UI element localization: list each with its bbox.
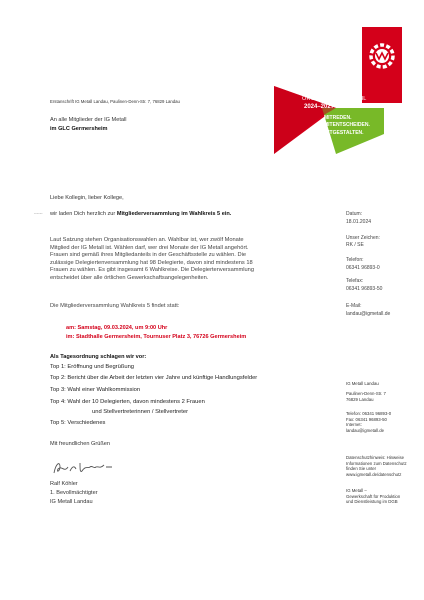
notice-line: finden Sie unter	[346, 466, 377, 472]
gear-logo-icon	[366, 41, 398, 71]
footer-line: Gewerkschaft für Produktion	[346, 493, 401, 499]
para1-line: zulässige Delegiertenversammlung hat 98 Delegierte, davon sind mindestens 18	[50, 259, 253, 266]
salutation: Liebe Kollegin, lieber Kollege,	[50, 195, 124, 201]
email-value: landau@igmetall.de	[346, 311, 391, 317]
closing: Mit freundlichen Grüßen	[50, 441, 111, 447]
slogan-2: MITENTSCHEIDEN.	[324, 122, 370, 129]
organisationswahl-banner	[274, 86, 384, 154]
signer-title: 1. Bevollmächtigter	[50, 490, 98, 496]
sidebar-contact	[346, 411, 391, 433]
intro-line	[50, 211, 231, 218]
signature	[50, 457, 120, 484]
agenda-text: Bericht über die Arbeit der letzten vier Jahre und künftige Handlungsfelder	[67, 375, 258, 381]
signer-org: IG Metall Landau	[50, 499, 93, 505]
paragraph-1	[50, 237, 280, 283]
fax-value: 06341 96893-50	[346, 286, 383, 292]
agenda-label: Top 3:	[50, 387, 66, 393]
sender-line: Erstanschrift IG Metall Landau, Paulinen-Denn-Str. 7, 76829 Landau	[50, 99, 180, 104]
agenda-item	[50, 387, 140, 395]
fold-mark: ------	[34, 211, 43, 216]
banner-slogan	[324, 115, 370, 137]
agenda-label: Top 1:	[50, 364, 66, 370]
agenda-item	[50, 420, 105, 428]
para1-line: entscheidet über alle örtlichen Gewerkschaftsangelegenheiten.	[50, 274, 209, 281]
notice-line: www.igmetall.de/datenschutz	[346, 471, 402, 477]
date-label: Datum:	[346, 211, 363, 217]
phone-label: Telefon:	[346, 257, 364, 263]
sidebar-address	[346, 391, 386, 402]
sidebar-footer	[346, 488, 400, 505]
signature-scribble-icon	[50, 457, 120, 479]
agenda-continuation: und Stellvertreterinnen / Stellvertreter	[92, 409, 189, 415]
para1-line: Frauen sind gemäß ihres Mitgliedanteils in der Geschäftsstelle zu wählen. Die	[50, 252, 246, 259]
sidebar-org: IG Metall Landau	[346, 381, 379, 386]
date-value: 18.01.2024	[346, 219, 372, 225]
intro-bold: Mitgliederversammlung im Wahlkreis 5 ein.	[116, 211, 232, 217]
contact-line: landau@igmetall.de	[346, 427, 385, 433]
agenda-label: Top 5:	[50, 420, 66, 426]
agenda-label: Top 2:	[50, 375, 66, 381]
address-line: 76829 Landau	[346, 396, 374, 402]
notice-line: Datenschutzhinweis: Hinweise	[346, 455, 405, 460]
agenda-label: Top 4:	[50, 399, 66, 405]
sidebar-notice	[346, 455, 407, 477]
footer-line: IG Metall –	[346, 488, 367, 493]
agenda-text: Eröffnung und Begrüßung	[67, 364, 135, 370]
agenda-text: Verschiedenes	[67, 420, 106, 426]
intro-plain: wir laden Dich herzlich zur	[50, 211, 117, 217]
agenda-text: Wahl der 10 Delegierten, davon mindestens 2 Frauen	[67, 399, 205, 405]
banner-title: ORGANISATIONSWAHL	[302, 96, 367, 102]
ref-value: RK / SE	[346, 242, 364, 248]
agenda-item	[50, 364, 134, 372]
footer-line: und Dienstleistung im DGB	[346, 499, 398, 505]
para1-line: Laut Satzung stehen Organisationswahlen an. Wahlbar ist, wer zwölf Monate	[50, 237, 244, 243]
contact-line: Telefon: 06341 96893-0	[346, 411, 392, 416]
email-label: E-Mail:	[346, 303, 362, 309]
contact-line: Internet:	[346, 422, 362, 428]
agenda-heading: Als Tagesordnung schlagen wir vor:	[50, 354, 147, 360]
banner-years: 2024–2027	[304, 104, 335, 110]
recipient-line-1: An alle Mitglieder der IG Metall	[50, 117, 127, 123]
slogan-3: MITGESTALTEN.	[324, 129, 364, 136]
signer-name: Ralf Köhler	[50, 481, 78, 487]
contact-line: Fax: 06341 96893-50	[346, 416, 387, 422]
para1-line: Mitglied der IG Metall ist. Wählen darf, wer drei Monate der IG Metall angehört.	[50, 244, 249, 251]
slogan-1: MITREDEN.	[324, 115, 352, 121]
recipient-line-2: im GLC Germersheim	[50, 126, 108, 132]
event-date: am: Samstag, 09.03.2024, um 9:00 Uhr	[66, 325, 168, 331]
agenda-item	[50, 399, 205, 407]
agenda-item	[50, 375, 257, 383]
address-line: Paulinen-Denn-Str. 7	[346, 391, 386, 396]
para1-line: Frauen zu wählen. Es gibt insgesamt 6 Wahlkreise. Die Delegiertenversammlung	[50, 267, 254, 274]
event-place: im: Stadthalle Germersheim, Tournuser Platz 3, 76726 Germersheim	[66, 334, 247, 340]
notice-line: Informationen zum Datenschutz	[346, 460, 407, 466]
phone-value: 06341 96893-0	[346, 265, 380, 271]
agenda-text: Wahl einer Wahlkommission	[67, 387, 141, 393]
paragraph-2: Die Mitgliederversammlung Wahlkreis 5 findet statt:	[50, 303, 180, 309]
fax-label: Telefax:	[346, 278, 364, 284]
ref-label: Unser Zeichen:	[346, 235, 380, 241]
